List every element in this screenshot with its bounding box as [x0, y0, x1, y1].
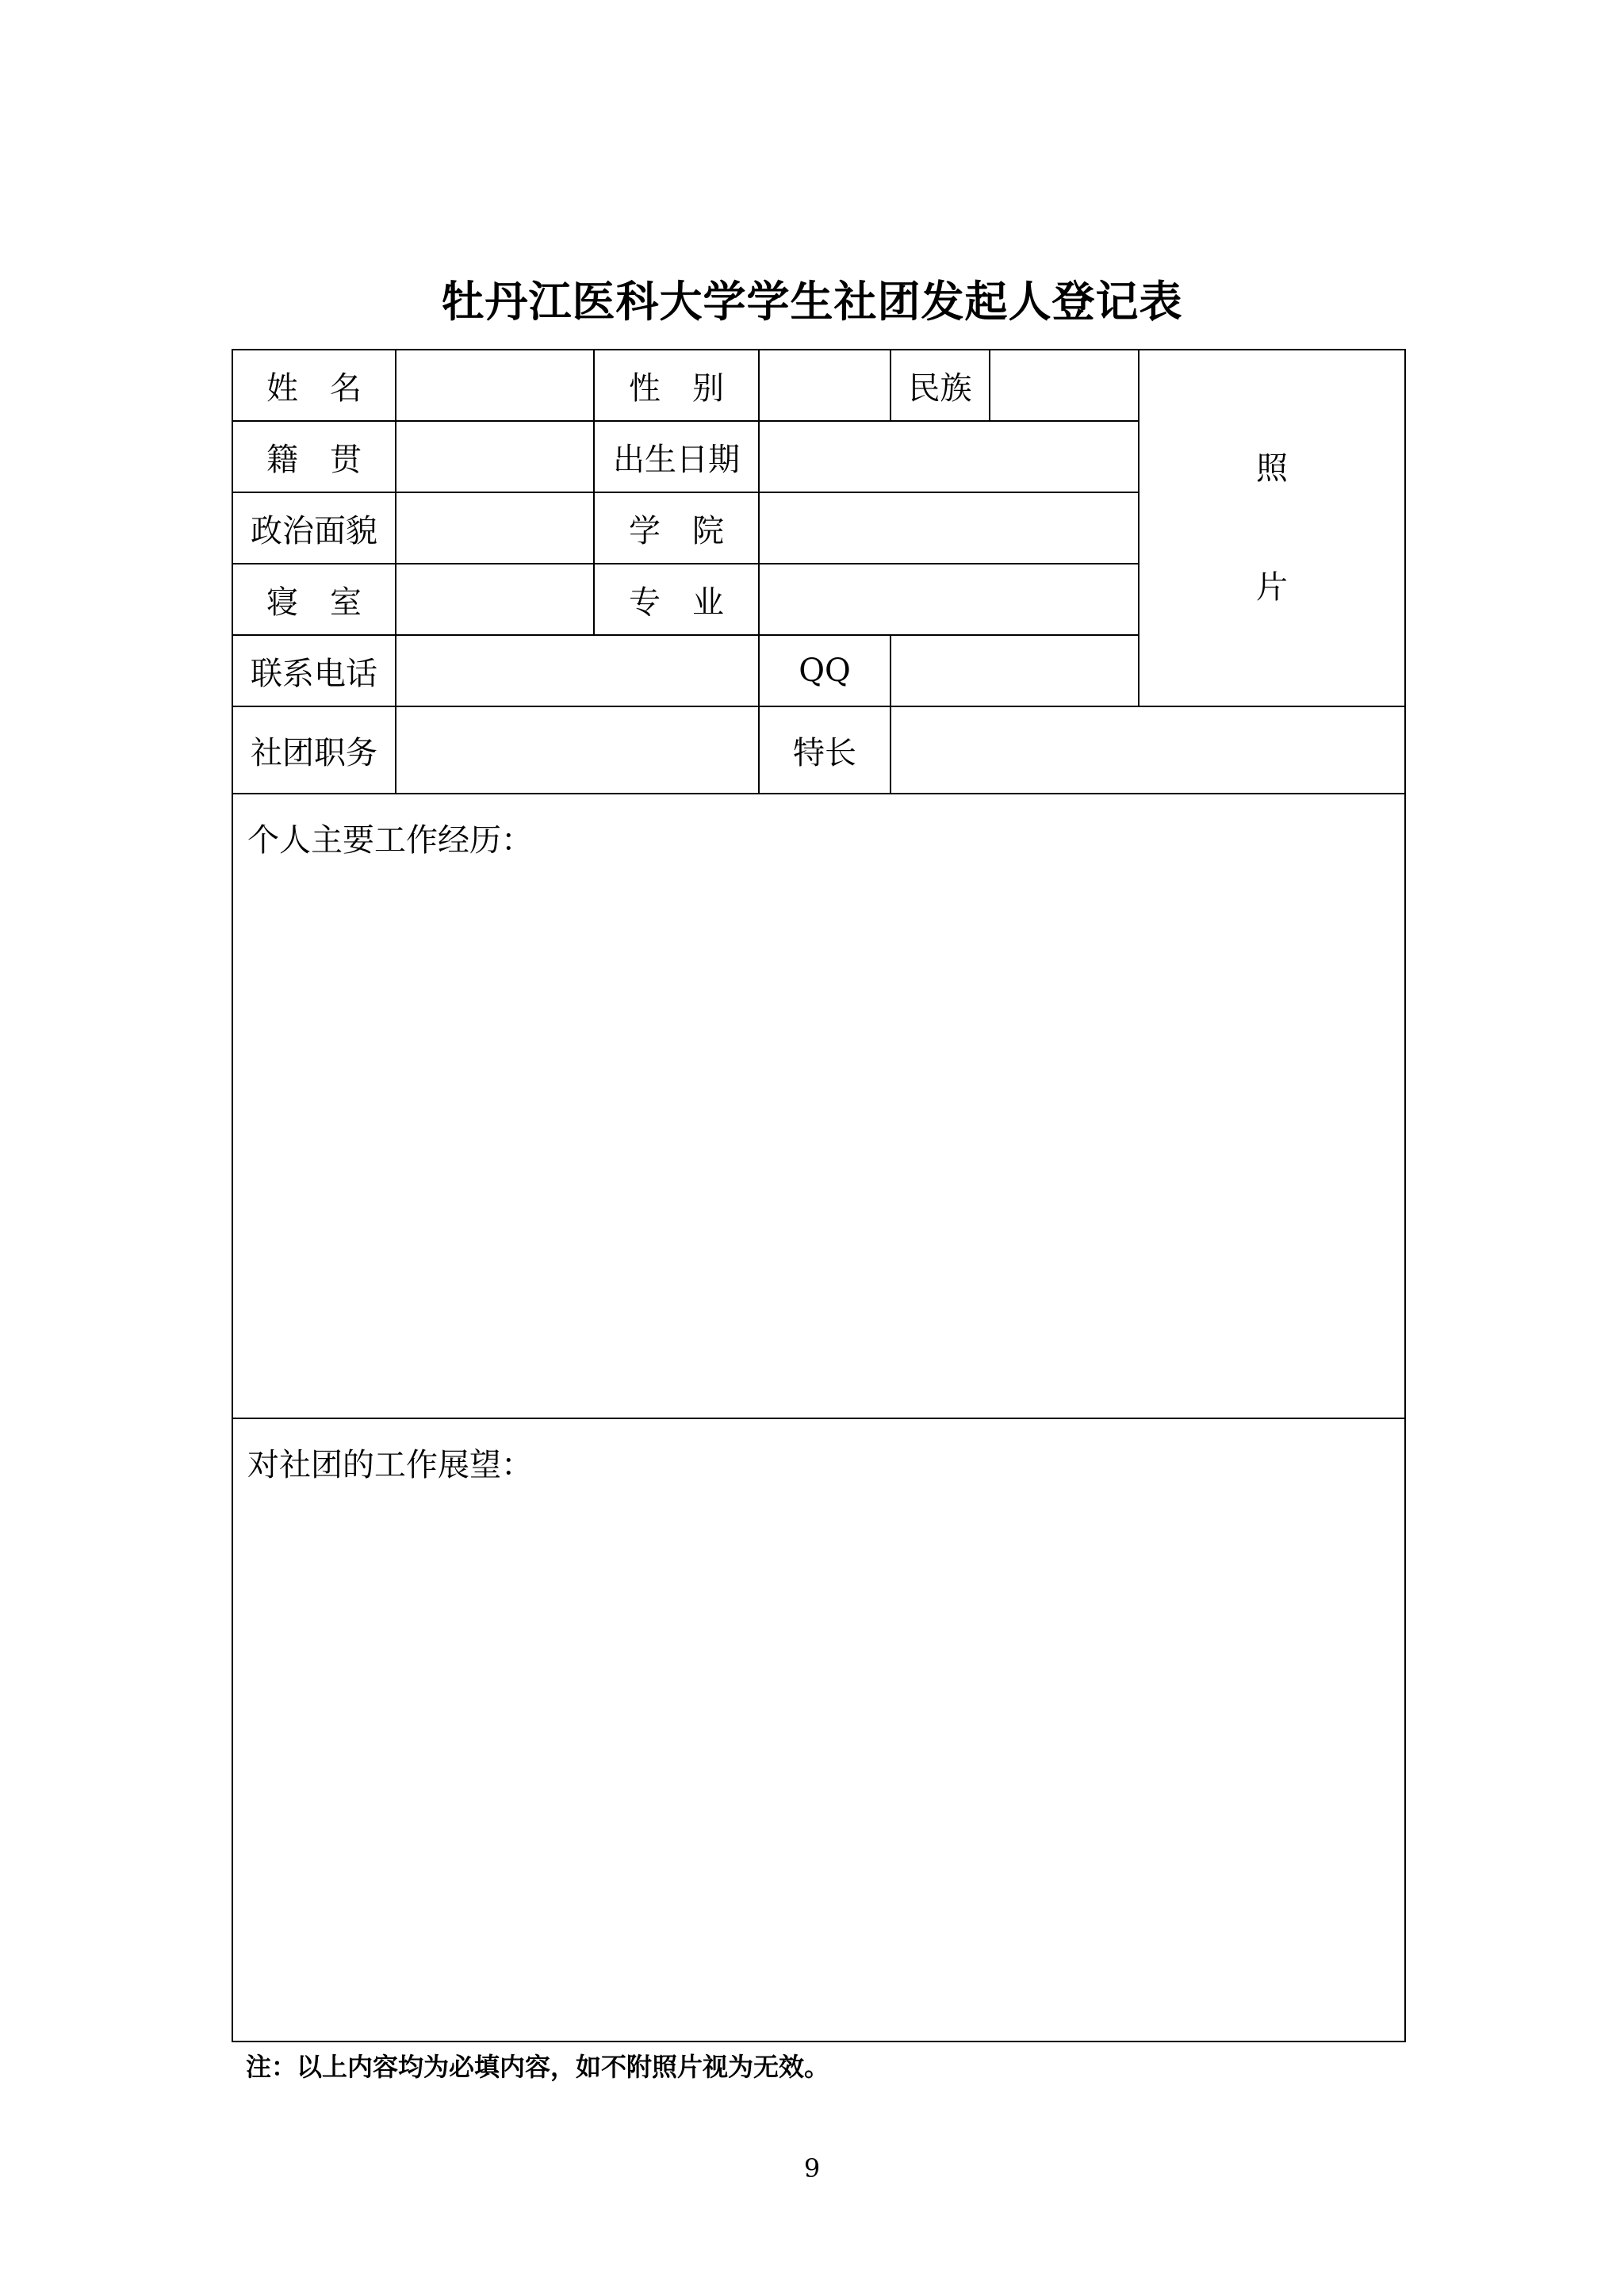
- work-history-label: 个人主要工作经历：: [247, 822, 533, 859]
- label-club-position: 社团职务: [232, 706, 396, 794]
- label-gender: 性 别: [594, 350, 759, 421]
- label-name: 姓 名: [232, 350, 396, 421]
- label-qq: QQ: [759, 635, 891, 706]
- label-political-status: 政治面貌: [232, 492, 396, 564]
- label-specialty: 特长: [759, 706, 891, 794]
- field-native-place[interactable]: [396, 421, 594, 492]
- field-name[interactable]: [396, 350, 594, 421]
- field-qq[interactable]: [891, 635, 1139, 706]
- photo-label-top: 照: [1256, 450, 1288, 487]
- label-birth-date: 出生日期: [594, 421, 759, 492]
- field-ethnicity[interactable]: [990, 350, 1139, 421]
- field-college[interactable]: [759, 492, 1139, 564]
- label-native-place: 籍 贯: [232, 421, 396, 492]
- form-title: 牡丹江医科大学学生社团发起人登记表: [441, 277, 1183, 327]
- label-dorm: 寝 室: [232, 564, 396, 635]
- label-ethnicity: 民族: [891, 350, 990, 421]
- field-dorm[interactable]: [396, 564, 594, 635]
- registration-form: [232, 349, 1406, 2042]
- field-political-status[interactable]: [396, 492, 594, 564]
- label-college: 学 院: [594, 492, 759, 564]
- field-phone[interactable]: [396, 635, 759, 706]
- label-phone: 联系电话: [232, 635, 396, 706]
- photo-label-bottom: 片: [1256, 569, 1288, 606]
- outlook-area[interactable]: [232, 1418, 1405, 2042]
- field-gender[interactable]: [759, 350, 891, 421]
- outlook-label: 对社团的工作展望：: [247, 1447, 533, 1483]
- field-specialty[interactable]: [891, 706, 1405, 794]
- field-major[interactable]: [759, 564, 1139, 635]
- work-history-area[interactable]: [232, 794, 1405, 1418]
- photo-box[interactable]: [1139, 350, 1405, 706]
- footnote: 注：以上内容均为必填内容，如不附照片视为无效。: [246, 2052, 830, 2082]
- field-birth-date[interactable]: [759, 421, 1139, 492]
- field-club-position[interactable]: [396, 706, 759, 794]
- page-number: 9: [803, 2153, 821, 2183]
- label-major: 专 业: [594, 564, 759, 635]
